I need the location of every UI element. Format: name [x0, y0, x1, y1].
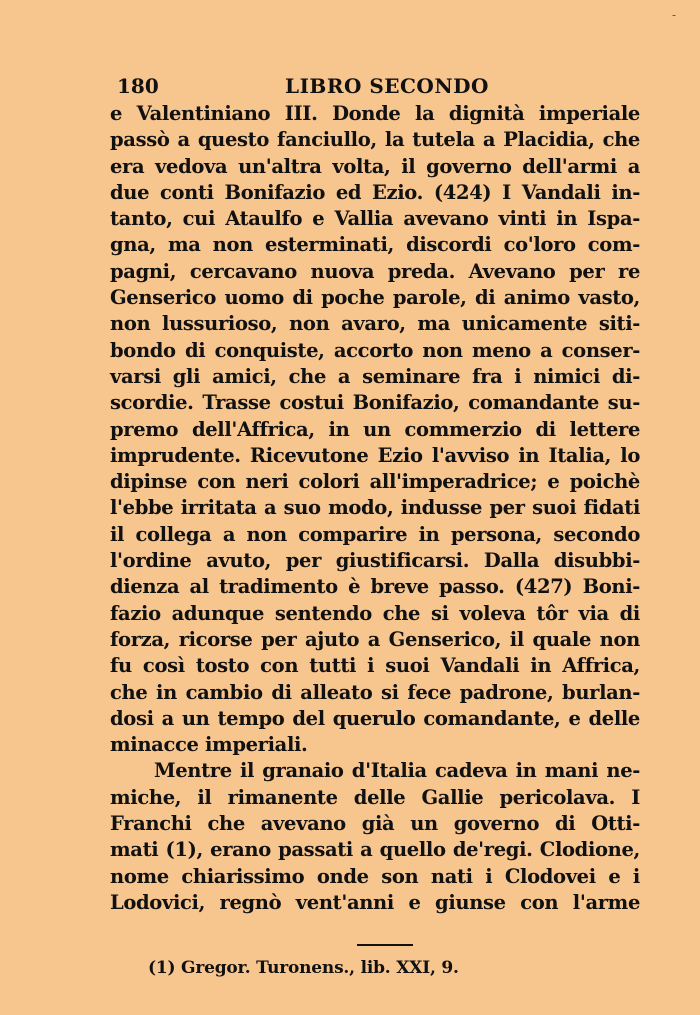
text-line: pagni, cercavano nuova preda. Avevano per re — [110, 259, 640, 283]
footnote-divider — [357, 944, 413, 946]
text-line: premo dell'Affrica, in un commerzio di lettere — [110, 417, 640, 441]
text-line: Franchi che avevano già un governo di Otti- — [110, 812, 640, 836]
footnote: (1) Gregor. Turonens., lib. XXI, 9. — [148, 958, 459, 978]
text-line: Lodovici, regnò vent'anni e giunse con l'arme — [110, 890, 640, 914]
page-header — [117, 74, 637, 102]
text-line: forza, ricorse per ajuto a Genserico, il quale non — [110, 627, 640, 651]
text-line: l'ordine avuto, per giustificarsi. Dalla disubbi- — [110, 549, 640, 573]
text-line: non lussurioso, non avaro, ma unicamente siti- — [110, 312, 640, 336]
text-line: Genserico uomo di poche parole, di animo vasto, — [110, 286, 640, 310]
text-line: fazio adunque sentendo che si voleva tôr via di — [110, 601, 640, 625]
text-line: mati (1), erano passati a quello de'regi. Clodione, — [110, 838, 640, 862]
text-line: il collega a non comparire in persona, secondo — [110, 522, 640, 546]
text-line: gna, ma non esterminati, discordi co'loro com- — [110, 233, 640, 257]
text-line: bondo di conquiste, accorto non meno a conser- — [110, 338, 640, 362]
text-line: dipinse con neri colori all'imperadrice; e poichè — [110, 470, 640, 494]
corner-mark: - — [671, 8, 676, 22]
text-line: fu così tosto con tutti i suoi Vandali in Affrica, — [110, 654, 640, 678]
text-line: era vedova un'altra volta, il governo dell'armi a — [110, 154, 640, 178]
text-line: dienza al tradimento è breve passo. (427) Boni- — [110, 575, 640, 599]
body-text — [110, 101, 640, 916]
text-line: varsi gli amici, che a seminare fra i nimici di- — [110, 364, 640, 388]
text-line: miche, il rimanente delle Gallie pericolava. I — [110, 785, 640, 809]
text-line: imprudente. Ricevutone Ezio l'avviso in Italia, lo — [110, 443, 640, 467]
text-line: minacce imperiali. — [110, 733, 308, 757]
text-line: dosi a un tempo del querulo comandante, e delle — [110, 706, 640, 730]
text-line: che in cambio di alleato si fece padrone, burlan- — [110, 680, 640, 704]
text-line: scordie. Trasse costui Bonifazio, comandante su- — [110, 391, 640, 415]
text-line: passò a questo fanciullo, la tutela a Placidia, che — [110, 128, 640, 152]
text-line: Mentre il granaio d'Italia cadeva in mani ne- — [154, 759, 640, 783]
text-line: due conti Bonifazio ed Ezio. (424) I Vandali in- — [110, 180, 640, 204]
text-line: tanto, cui Ataulfo e Vallia avevano vinti in Ispa- — [110, 207, 640, 231]
page-number: 180 — [117, 74, 159, 98]
text-line: l'ebbe irritata a suo modo, indusse per suoi fidati — [110, 496, 640, 520]
running-title: LIBRO SECONDO — [285, 74, 489, 98]
text-line: nome chiarissimo onde son nati i Clodovei e i — [110, 864, 640, 888]
text-line: e Valentiniano III. Donde la dignità imperiale — [110, 102, 640, 125]
